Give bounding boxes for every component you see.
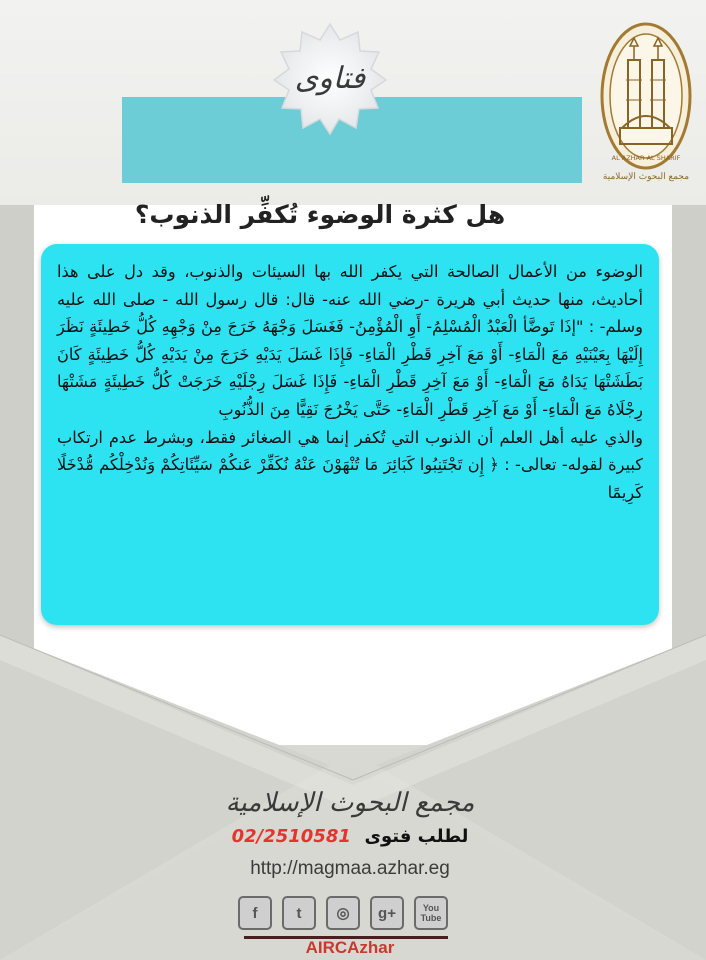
facebook-icon[interactable]: f: [238, 896, 272, 930]
al-azhar-logo-icon: [598, 20, 694, 196]
body-paragraph-1: الوضوء من الأعمال الصالحة التي يكفر الله بها السيئات والذنوب، وقد دل على هذا أحاديث، منها حديث أبي هريرة -رضي الله عنه- قال: قال رسول الله - صلى الله عليه وسلم- : "إذَا تَوضَّأ الْعَبْدُ الْمُسْلِمُ- أَوِ الْمُؤْمِنُ- فَغَسَلَ وَجْهَهُ خَرَجَ مِنْ وَجْهِهِ كُلُّ خَطِيئَةٍ نَظَرَ إِلَيْهَا بِعَيْنَيْهِ مَعَ الْمَاءِ- أَوْ مَعَ آخِرِ قَطْرِ الْمَاءِ- فَإِذَا غَسَلَ يَدَيْهِ خَرَجَ مِنْ يَدَيْهِ كُلُّ خَطِيئَةٍ كَانَ بَطَشَتْهَا يَدَاهُ مَعَ الْمَاءِ- أَوْ مَعَ آخِرِ قَطْرِ الْمَاءِ- فَإِذَا غَسَلَ رِجْلَيْهِ خَرَجَتْ كُلُّ خَطِيئَةٍ مَشَتْهَا رِجْلَاهُ مَعَ الْمَاءِ- أَوْ مَعَ آخِرِ قَطْرِ الْمَاءِ- حَتَّى يَخْرُجَ نَقِيًّا مِنَ الذُّنُوبِ: [57, 262, 643, 419]
fatwa-label: لطلب فتوى: [364, 826, 469, 847]
body-paragraph-2: والذي عليه أهل العلم أن الذنوب التي تُكفر إنما هي الصغائر فقط، وبشرط عدم ارتكاب كبيرة لقوله- تعالى- : ﴿ إِن تَجْتَنِبُوا كَبَائِرَ مَا تُنْهَوْنَ عَنْهُ نُكَفِّرْ عَنكُمْ سَيِّئَاتِكُمْ وَنُدْخِلْكُم مُّدْخَلًا كَرِيمًا: [57, 427, 643, 502]
badge-label: فتاوى: [294, 60, 366, 96]
website-link[interactable]: http://magmaa.azhar.eg: [250, 858, 450, 879]
org-name: مجمع البحوث الإسلامية: [225, 788, 475, 818]
social-links: [238, 896, 448, 934]
phone-number[interactable]: 02/2510581: [231, 826, 351, 847]
social-handle[interactable]: AIRCAzhar: [305, 938, 395, 957]
logo-ring-text: AL AZHAR AL SHARIF: [611, 154, 681, 162]
fatwa-body-card: [41, 244, 659, 625]
page-title: هل كثرة الوضوء تُكفِّر الذنوب؟: [134, 200, 506, 229]
youtube-icon[interactable]: You Tube: [414, 896, 448, 930]
google-plus-icon[interactable]: g+: [370, 896, 404, 930]
fatawa-badge: [270, 18, 390, 138]
logo-caption: مجمع البحوث الإسلامية: [602, 172, 690, 182]
fatwa-phone-row: [200, 826, 500, 854]
twitter-icon[interactable]: t: [282, 896, 316, 930]
instagram-icon[interactable]: ◎: [326, 896, 360, 930]
